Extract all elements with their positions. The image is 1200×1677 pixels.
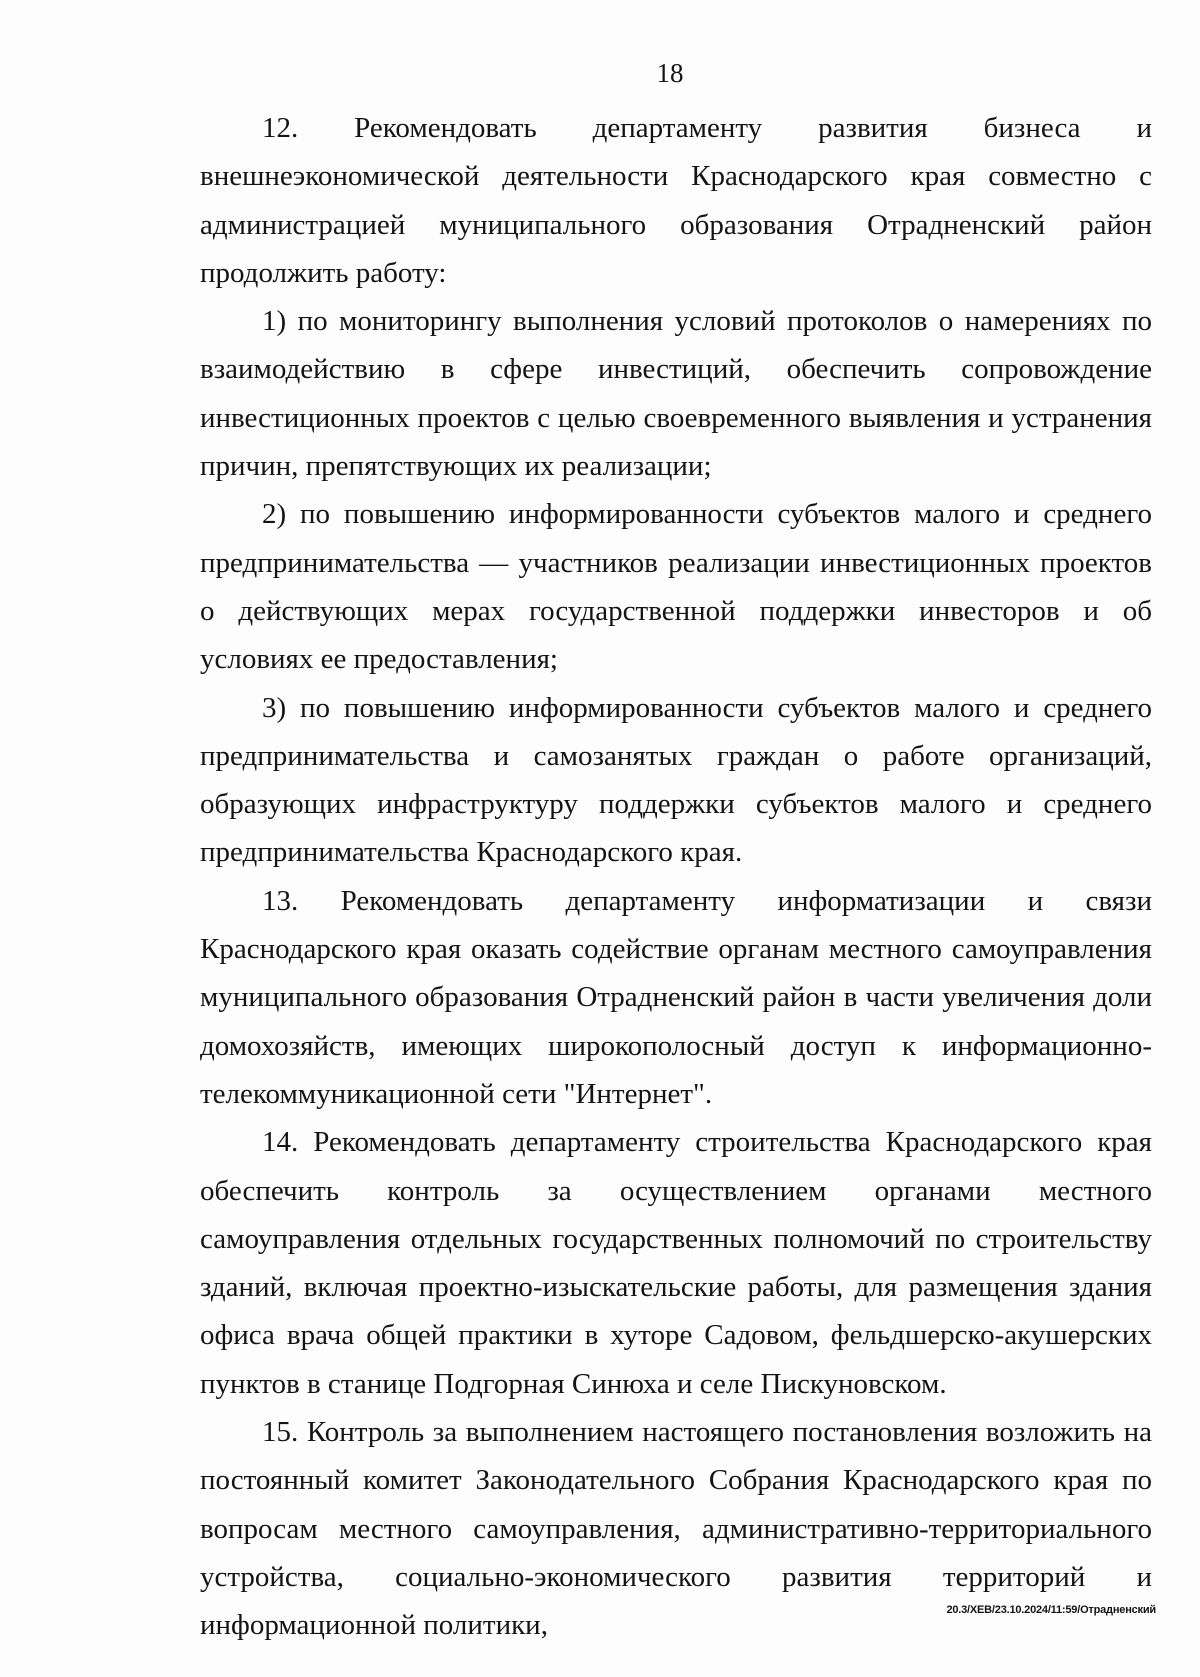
paragraph-subitem-3: 3) по повышению информированности субъектов малого и среднего предпринимательства и самозанятых граждан о работе организаций, образующих инфраструктуру поддержки субъектов малого и среднего предпринимательства Краснодарского края. <box>200 691 1152 869</box>
paragraph-item-14: 14. Рекомендовать департаменту строительства Краснодарского края обеспечить контроль за осуществлением органами местного самоуправления отдельных государственных полномочий по строительству зданий, включая проектно-изыскательские работы, для размещения здания офиса врача общей практики в хуторе Садовом, фельдшерско-акушерских пунктов в станице Подгорная Синюха и селе Пискуновском. <box>200 1126 1152 1400</box>
paragraph-item-12: 12. Рекомендовать департаменту развития бизнеса и внешнеэкономической деятельности Краснодарского края совместно с администрацией муниципального образования Отрадненский район продолжить работу: <box>200 112 1152 289</box>
document-body <box>200 104 1152 1650</box>
paragraph-item-13: 13. Рекомендовать департаменту информатизации и связи Краснодарского края оказать содействие органам местного самоуправления муниципального образования Отрадненский район в части увеличения доли домохозяйств, имеющих широкополосный доступ к информационно-телекоммуникационной сети "Интернет". <box>200 884 1152 1110</box>
document-footer-code: 20.3/ХЕВ/23.10.2024/11:59/Отрадненский <box>946 1604 1156 1616</box>
paragraph-item-15: 15. Контроль за выполнением настоящего постановления возложить на постоянный комитет Законодательного Собрания Краснодарского края по вопросам местного самоуправления, административно-территориального устройства, социально-экономического развития территорий и информационной политики, <box>200 1416 1152 1642</box>
paragraph-subitem-1: 1) по мониторингу выполнения условий протоколов о намерениях по взаимодействию в сфере инвестиций, обеспечить сопровождение инвестиционных проектов с целью своевременного выявления и устранения причин, препятствующих их реализации; <box>200 305 1152 483</box>
paragraph-subitem-2: 2) по повышению информированности субъектов малого и среднего предпринимательства — участников реализации инвестиционных проектов о действующих мерах государственной поддержки инвесторов и об условиях ее предоставления; <box>200 498 1152 676</box>
page-number: 18 <box>656 58 684 88</box>
